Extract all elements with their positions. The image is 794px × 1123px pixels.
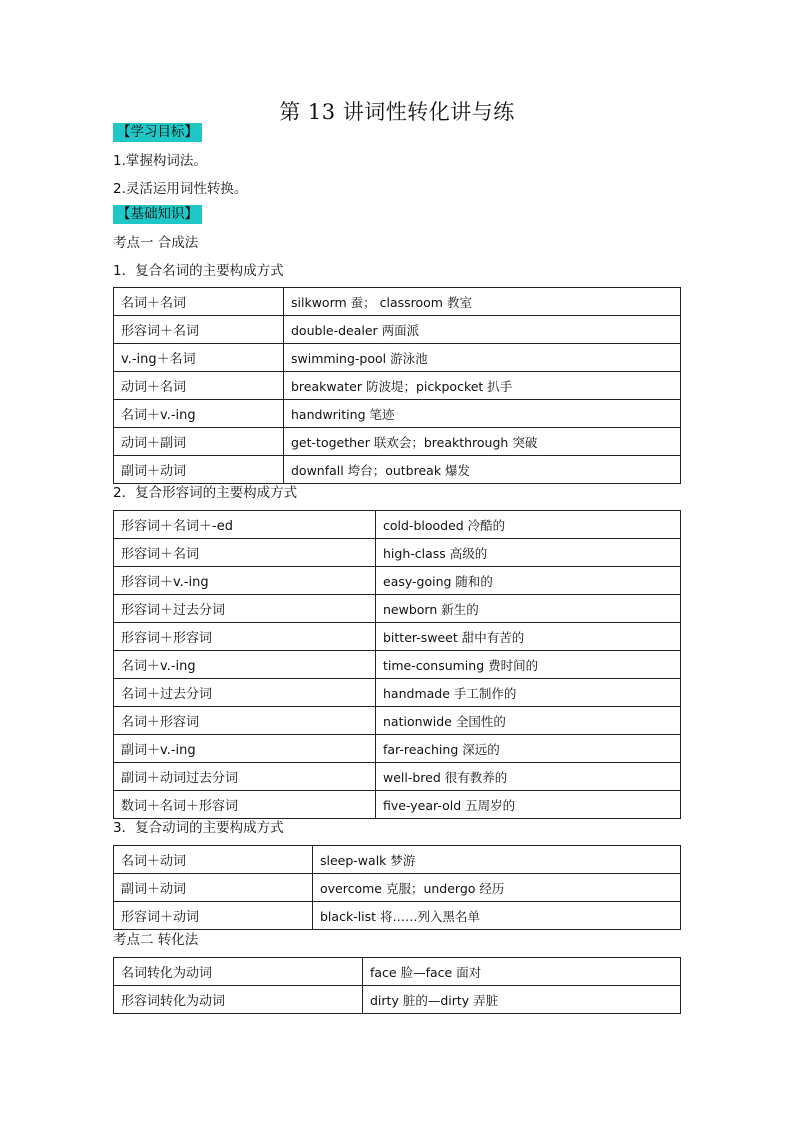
page-title: 第 13 讲词性转化讲与练 (279, 100, 515, 124)
table-cell: 名词＋过去分词 (114, 679, 376, 707)
table-cell: 形容词＋名词 (114, 316, 284, 344)
table-cell: far-reaching 深远的 (376, 735, 681, 763)
basics-tag: 【基础知识】 (113, 205, 202, 224)
table-row (114, 372, 681, 400)
table-row (114, 539, 681, 567)
table-cell: 形容词＋动词 (114, 902, 313, 930)
table-cell: 副词＋动词过去分词 (114, 763, 376, 791)
table-cell: 动词＋副词 (114, 428, 284, 456)
table-cell: high-class 高级的 (376, 539, 681, 567)
compound-nouns-table (113, 287, 681, 484)
table-cell: face 脸—face 面对 (363, 958, 681, 986)
table-cell: swimming-pool 游泳池 (284, 344, 681, 372)
table-cell: 名词＋形容词 (114, 707, 376, 735)
table-cell: 名词转化为动词 (114, 958, 363, 986)
goal-item-1: 1.掌握构词法。 (113, 153, 207, 169)
table-cell: newborn 新生的 (376, 595, 681, 623)
table-row (114, 902, 681, 930)
table-cell: breakwater 防波堤；pickpocket 扒手 (284, 372, 681, 400)
table-cell: 名词＋v.-ing (114, 651, 376, 679)
table-cell: well-bred 很有教养的 (376, 763, 681, 791)
table-row (114, 288, 681, 316)
table-row (114, 344, 681, 372)
table-row (114, 400, 681, 428)
point2-title: 考点二 转化法 (113, 932, 199, 948)
table-cell: cold-blooded 冷酷的 (376, 511, 681, 539)
table-cell: nationwide 全国性的 (376, 707, 681, 735)
table-row (114, 846, 681, 874)
point1-title: 考点一 合成法 (113, 235, 199, 251)
table-row (114, 316, 681, 344)
table-row (114, 651, 681, 679)
table-cell: handmade 手工制作的 (376, 679, 681, 707)
table-cell: 数词＋名词＋形容词 (114, 791, 376, 819)
table-cell: 副词＋v.-ing (114, 735, 376, 763)
table-cell: sleep-walk 梦游 (313, 846, 681, 874)
table-cell: overcome 克服；undergo 经历 (313, 874, 681, 902)
table-row (114, 874, 681, 902)
table-row (114, 763, 681, 791)
table-cell: 形容词＋名词 (114, 539, 376, 567)
table-cell: black-list 将……列入黑名单 (313, 902, 681, 930)
conversion-table (113, 957, 681, 1014)
table-row (114, 707, 681, 735)
table-cell: 形容词＋形容词 (114, 623, 376, 651)
goals-tag: 【学习目标】 (113, 123, 202, 142)
table-cell: handwriting 笔迹 (284, 400, 681, 428)
table-row (114, 735, 681, 763)
table-cell: 形容词＋v.-ing (114, 567, 376, 595)
table-cell: v.-ing＋名词 (114, 344, 284, 372)
table-row (114, 623, 681, 651)
table-cell: 名词＋动词 (114, 846, 313, 874)
table-row (114, 791, 681, 819)
compound-verbs-table (113, 845, 681, 930)
table-cell: double-dealer 两面派 (284, 316, 681, 344)
table-cell: 动词＋名词 (114, 372, 284, 400)
table-cell: downfall 垮台；outbreak 爆发 (284, 456, 681, 484)
table-cell: 形容词＋名词＋-ed (114, 511, 376, 539)
section2-heading: 2．复合形容词的主要构成方式 (113, 485, 298, 501)
table-row (114, 679, 681, 707)
table-cell: easy-going 随和的 (376, 567, 681, 595)
table-row (114, 428, 681, 456)
table-cell: 副词＋动词 (114, 874, 313, 902)
table-row (114, 595, 681, 623)
compound-adjectives-table (113, 510, 681, 819)
table-cell: get-together 联欢会；breakthrough 突破 (284, 428, 681, 456)
table-cell: bitter-sweet 甜中有苦的 (376, 623, 681, 651)
table-row (114, 567, 681, 595)
goal-item-2: 2.灵活运用词性转换。 (113, 181, 248, 197)
table-row (114, 958, 681, 986)
table-row (114, 456, 681, 484)
table-cell: 形容词转化为动词 (114, 986, 363, 1014)
table-cell: 形容词＋过去分词 (114, 595, 376, 623)
table-cell: time-consuming 费时间的 (376, 651, 681, 679)
table-cell: five-year-old 五周岁的 (376, 791, 681, 819)
table-row (114, 986, 681, 1014)
table-cell: 名词＋v.-ing (114, 400, 284, 428)
table-cell: 副词＋动词 (114, 456, 284, 484)
section3-heading: 3．复合动词的主要构成方式 (113, 820, 284, 836)
table-cell: 名词＋名词 (114, 288, 284, 316)
table-cell: silkworm 蚕； classroom 教室 (284, 288, 681, 316)
table-row (114, 511, 681, 539)
table-cell: dirty 脏的—dirty 弄脏 (363, 986, 681, 1014)
section1-heading: 1．复合名词的主要构成方式 (113, 263, 284, 279)
